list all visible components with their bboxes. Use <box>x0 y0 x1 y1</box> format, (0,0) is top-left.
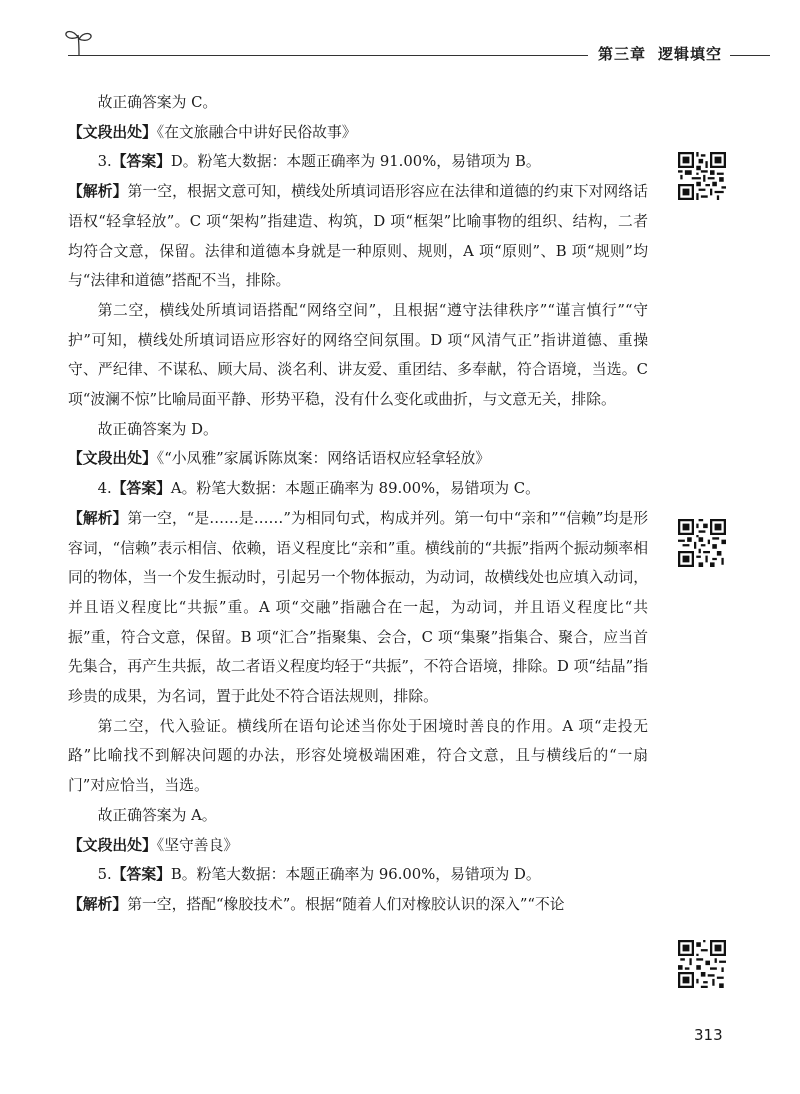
answer-line-q5: 5.【答案】B。粉笔大数据：本题正确率为 96.00%，易错项为 D。 <box>97 866 541 884</box>
answer-line-q3: 3.【答案】D。粉笔大数据：本题正确率为 91.00%，易错项为 B。 <box>97 153 541 171</box>
analysis-q3-p2: 第二空，横线处所填词语搭配“网络空间”，且根据“遵守法律秩序”“谨言慎行”“守护”可知，横线处所填词语应形容好的网络空间氛围。D 项“风清气正”指讲道德、重操守、严纪律、不谋私、顾大局、淡名利、讲友爱、重团结、多奉献，符合语境，当选。C 项“波澜不惊”比喻局面平静、形势平稳，没有什么变化或曲折，与文意无关，排除。 <box>68 301 648 409</box>
qr-code-icon[interactable] <box>678 519 726 567</box>
chapter-number: 第三章 <box>598 45 647 63</box>
qr-code-icon[interactable] <box>678 152 726 200</box>
sprout-icon <box>62 25 96 57</box>
answer-line-q4: 4.【答案】A。粉笔大数据：本题正确率为 89.00%，易错项为 C。 <box>97 480 540 498</box>
source-line: 【文段出处】《在文旅融合中讲好民俗故事》 <box>68 123 357 141</box>
header-rule <box>68 55 588 56</box>
conclusion-text: 故正确答案为 A。 <box>97 806 217 824</box>
page-body <box>68 88 648 920</box>
page-header <box>0 0 800 70</box>
header-rule-right <box>730 55 770 56</box>
chapter-title: 逻辑填空 <box>658 45 723 63</box>
analysis-q4-p2: 第二空，代入验证。横线所在语句论述当你处于困境时善良的作用。A 项“走投无路”比喻找不到解决问题的办法，形容处境极端困难，符合文意，且与横线后的“一扇门”对应恰当，当选。 <box>68 717 648 795</box>
analysis-q3-p1: 【解析】第一空，根据文意可知，横线处所填词语形容应在法律和道德的约束下对网络话语权“轻拿轻放”。C 项“架构”指建造、构筑，D 项“框架”比喻事物的组织、结构，二者均符合文意，保留。法律和道德本身就是一种原则、规则，A 项“原则”、B 项“规则”均与“法律和道德”搭配不当，排除。 <box>68 183 648 290</box>
conclusion-text: 故正确答案为 C。 <box>97 94 218 111</box>
source-line: 【文段出处】《“小凤雅”家属诉陈岚案：网络话语权应轻拿轻放》 <box>68 450 491 468</box>
qr-code-icon[interactable] <box>678 940 726 988</box>
source-line: 【文段出处】《坚守善良》 <box>68 836 239 854</box>
analysis-q4-p1: 【解析】第一空，“是……是……”为相同句式，构成并列。第一句中“亲和”“信赖”均是形容词，“信赖”表示相信、依赖，语义程度比“亲和”重。横线前的“共振”指两个振动频率相同的物体，当一个发生振动时，引起另一个物体振动，为动词，故横线处也应填入动词，并且语义程度比“共振”重。A 项“交融”指融合在一起，为动词，并且语义程度比“共振”重，符合文意，保留。B 项“汇合”指聚集、会合，C 项“集聚”指集合、聚合，应当首先集合，再产生共振，故二者语义程度均轻于“共振”，不符合语境，排除。D 项“结晶”指珍贵的成果，为名词，置于此处不符合语法规则，排除。 <box>68 509 648 706</box>
conclusion-text: 故正确答案为 D。 <box>97 420 218 438</box>
chapter-heading <box>598 43 722 64</box>
analysis-q5-p1: 【解析】第一空，搭配“橡胶技术”。根据“随着人们对橡胶认识的深入”“不论 <box>68 895 565 913</box>
page-number: 313 <box>694 1026 723 1044</box>
